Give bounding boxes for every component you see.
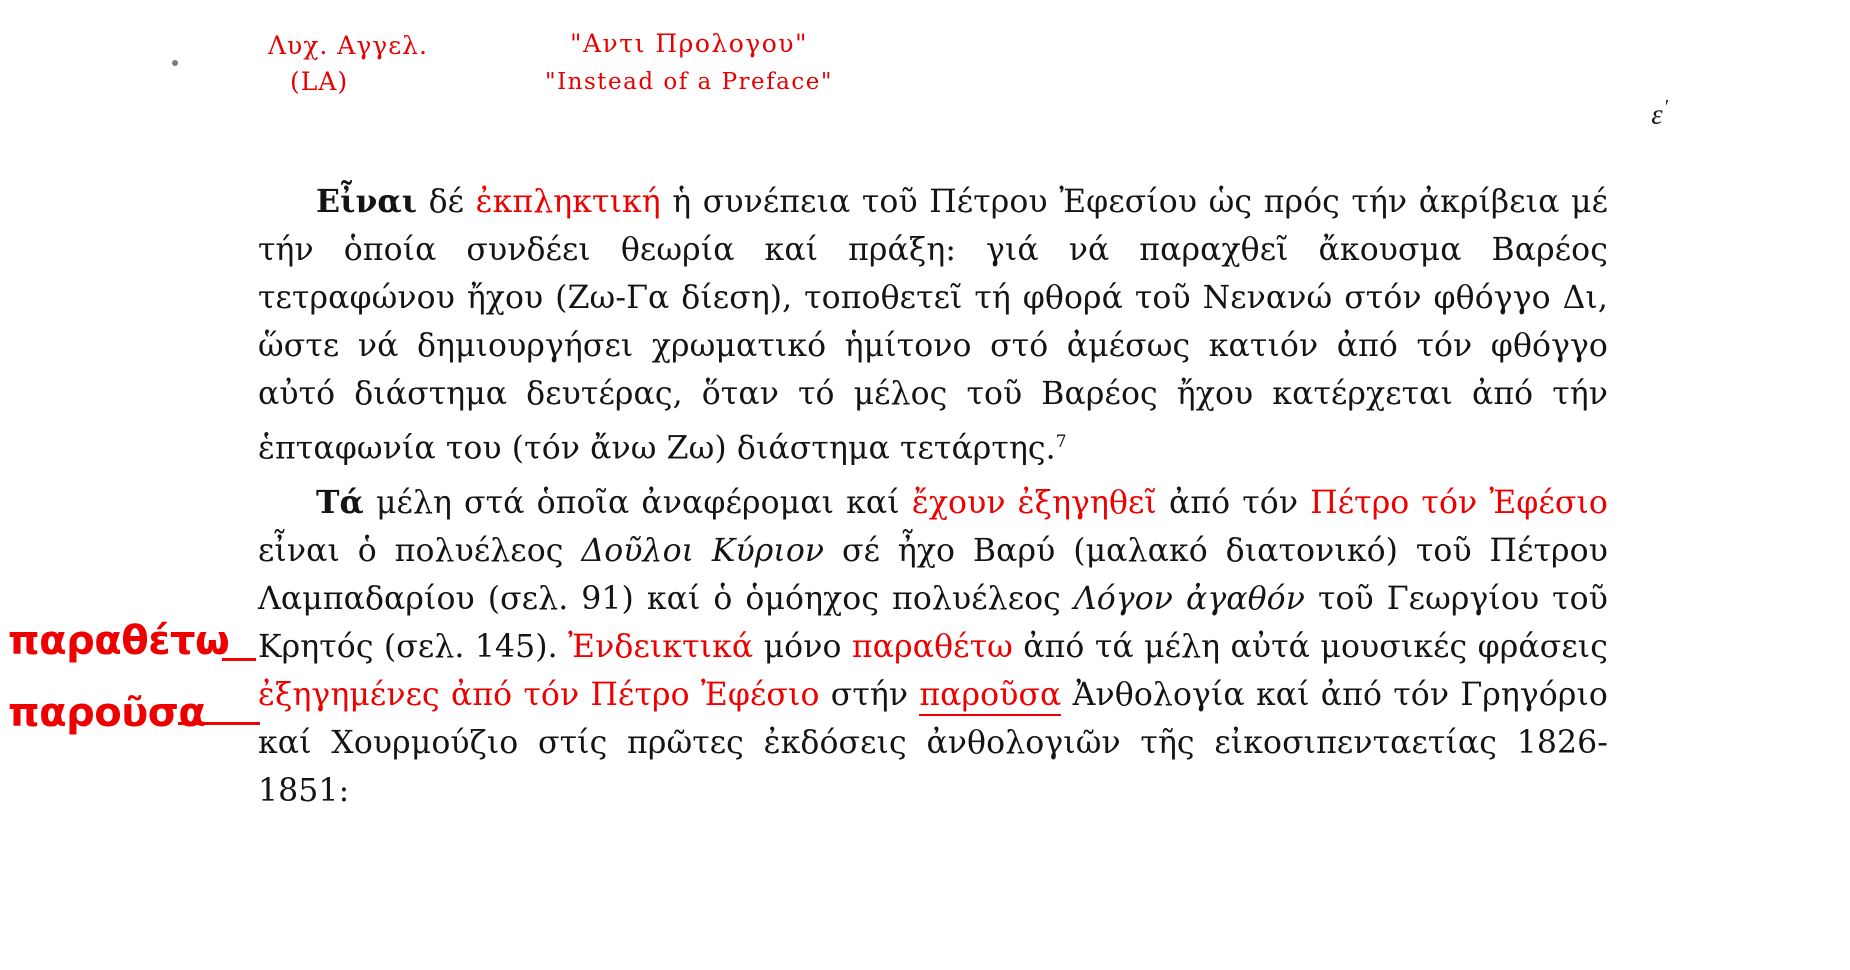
- p2-highlight-petros-efesios: Πέτρο τόν Ἐφέσιο: [1310, 484, 1608, 521]
- page-number-prime: ′: [1663, 96, 1668, 118]
- margin-leader-line-2: [178, 722, 260, 725]
- paragraph-2: [258, 479, 1608, 815]
- header-source-code: Λυχ. Αγγελ.: [268, 31, 428, 60]
- page-number-value: ε: [1651, 98, 1663, 131]
- p2-highlight-parathetо: παραθέτω: [851, 628, 1013, 665]
- p2-seg7: ἀπό τά μέλη αὐτά μουσικές φράσεις: [1012, 628, 1608, 665]
- header-title-english: "Instead of a Preface": [545, 68, 833, 95]
- header-source-abbrev: (LA): [290, 67, 349, 97]
- p2-highlight-exigimenes: ἐξηγημένες ἀπό τόν Πέτρο Ἐφέσιο: [258, 676, 820, 713]
- footnote-marker-7: 7: [1055, 432, 1067, 452]
- p2-highlight-1: ἔχουν ἐξηγηθεῖ: [911, 484, 1157, 521]
- p2-seg9: Ἀνθολογία καί ἀπό τόν Γρηγόριο καί Χουρμούζιο στίς πρῶτες ἐκδόσεις ἀνθολογιῶν τῆς εἰκοσιπενταετίας 1826-1851:: [258, 676, 1609, 809]
- p2-highlight-parousa: παροῦσα: [919, 677, 1061, 716]
- header-annotation-left: [268, 28, 428, 101]
- p1-lead-word: Εἶναι: [316, 183, 418, 220]
- p2-seg2: ἀπό τόν: [1156, 484, 1311, 521]
- header-annotation-title: [545, 25, 833, 99]
- p2-lead-word: Τά: [316, 483, 364, 521]
- p2-seg8: στήν: [819, 676, 920, 713]
- p2-seg4: σέ ἦχο Βαρύ (μαλακό διατονικό) τοῦ Πέτρου Λαμπαδαρίου (σελ. 91) καί ὁ ὁμόηχος πολυέλεος: [258, 532, 1608, 617]
- p2-title-logon-agathon: Λόγον ἀγαθόν: [1073, 580, 1305, 617]
- header-title-greek: "Αντι Προλογου": [570, 29, 808, 58]
- p1-seg2: ἡ συνέπεια τοῦ Πέτρου Ἐφεσίου ὡς πρός τήν ἀκρίβεια μέ τήν ὁποία συνδέει θεωρία καί πράξη: γιά νά παραχθεῖ ἄκουσμα Βαρέος τετραφώνου ἤχου (Ζω-Γα δίεση), τοποθετεῖ τή φθορά τοῦ Νενανώ στόν φθόγγο Δι, ὥστε νά δημιουργήσει χρωματικό ἡμίτονο στό ἀμέσως κατιόν ἀπό τόν φθόγγο αὐτό διάστημα δευτέρας, ὅταν τό μέλος τοῦ Βαρέος ἤχου κατέρχεται ἀπό τήν ἑπταφωνία του (τόν ἄνω Ζω) διάστημα τετάρτης.: [258, 184, 1608, 467]
- p1-highlight-1: ἐκπληκτική: [475, 184, 661, 220]
- body-text: [258, 178, 1608, 815]
- p2-seg1: μέλη στά ὁποῖα ἀναφέρομαι καί: [363, 484, 912, 521]
- p1-seg1: δέ: [417, 184, 476, 220]
- page-number: [1651, 96, 1668, 132]
- p2-seg3: εἶναι ὁ πολυέλεος: [258, 532, 582, 569]
- page-speck: [172, 60, 178, 66]
- margin-leader-line-1: [222, 658, 256, 661]
- p2-seg5: τοῦ Γεωργίου τοῦ Κρητός (σελ. 145).: [258, 580, 1608, 665]
- margin-note-parousa: παροῦσα: [8, 690, 206, 736]
- p2-seg6: μόνο: [753, 628, 852, 665]
- margin-note-parathetо: παραθέτω: [8, 618, 230, 664]
- p2-title-douloi-kyrion: Δοῦλοι Κύριον: [581, 532, 825, 569]
- paragraph-1: [258, 178, 1608, 473]
- p2-highlight-endeiktika: Ἐνδεικτικά: [568, 628, 754, 665]
